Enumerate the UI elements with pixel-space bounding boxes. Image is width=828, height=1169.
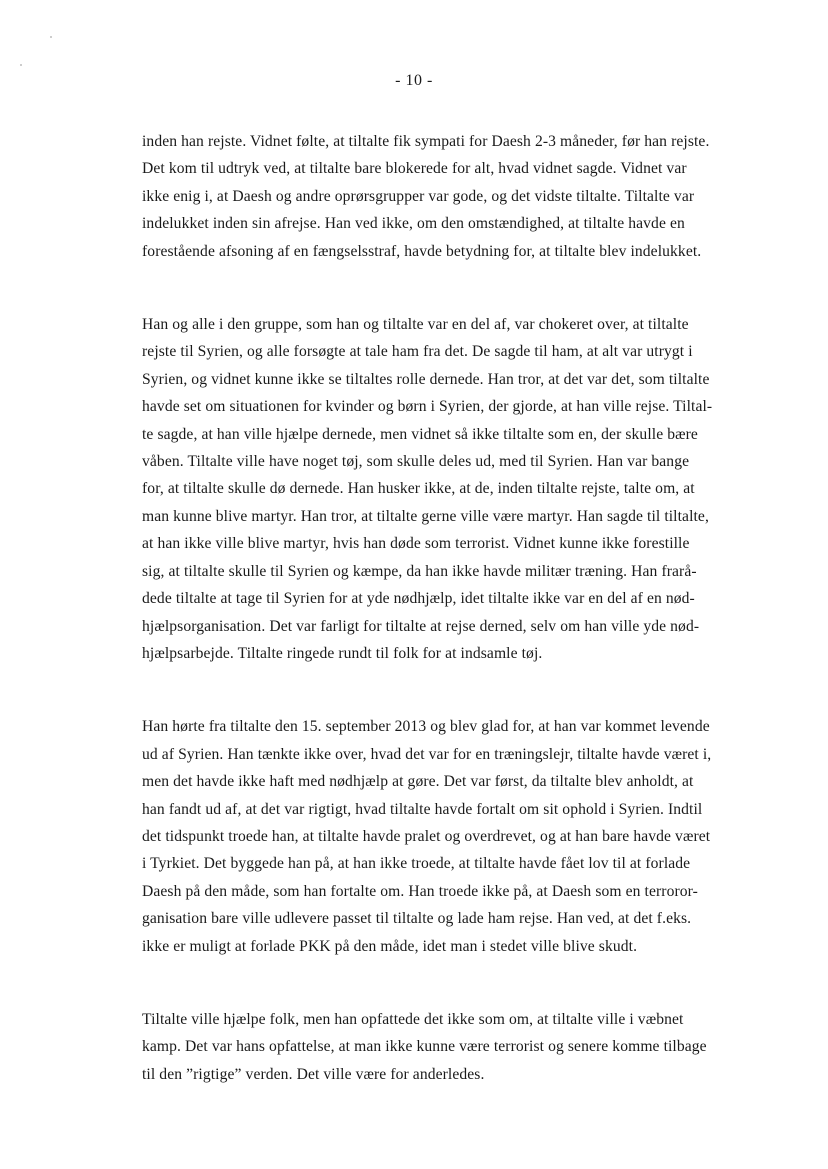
text-line: hjælpsorganisation. Det var farligt for tiltalte at rejse derned, selv om han ville yde nød- (142, 617, 700, 635)
text-line: det tidspunkt troede han, at tiltalte havde pralet og overdrevet, og at han bare havde været (142, 827, 711, 845)
text-line: Syrien, og vidnet kunne ikke se tiltaltes rolle dernede. Han tror, at det var det, som tiltalte (142, 370, 710, 388)
text-line: sig, at tiltalte skulle til Syrien og kæmpe, da han ikke havde militær træning. Han frarå- (142, 562, 697, 580)
text-line: men det havde ikke haft med nødhjælp at gøre. Det var først, da tiltalte blev anholdt, at (142, 773, 694, 791)
text-line: te sagde, at han ville hjælpe dernede, men vidnet så ikke tiltalte som en, der skulle bære (142, 425, 698, 443)
text-line: havde set om situationen for kvinder og børn i Syrien, der gjorde, at han ville rejse. Tiltal- (142, 398, 713, 416)
text-line: rejste til Syrien, og alle forsøgte at tale ham fra det. De sagde til ham, at alt var utrygt i (142, 343, 693, 361)
text-line: ganisation bare ville udlevere passet til tiltalte og lade ham rejse. Han ved, at det f.eks. (142, 910, 692, 928)
scan-artifact (50, 36, 52, 38)
page-number: - 10 - (395, 72, 433, 89)
text-line: inden han rejste. Vidnet følte, at tiltalte fik sympati for Daesh 2-3 måneder, før han rejste. (142, 133, 710, 150)
scan-artifact (20, 64, 22, 66)
text-line: dede tiltalte at tage til Syrien for at yde nødhjælp, idet tiltalte ikke var en del af en nød- (142, 590, 695, 608)
body-text (142, 128, 762, 1134)
text-line: man kunne blive martyr. Han tror, at tiltalte gerne ville være martyr. Han sagde til tiltalte, (142, 507, 709, 525)
text-line: Han og alle i den gruppe, som han og tiltalte var en del af, var chokeret over, at tiltalte (142, 316, 689, 334)
text-line: ikke enig i, at Daesh og andre oprørsgrupper var gode, og det vidste tiltalte. Tiltalte var (142, 187, 695, 205)
text-line: forestående afsoning af en fængselsstraf, havde betydning for, at tiltalte blev indelukket. (142, 242, 702, 260)
paragraph-2 (142, 311, 762, 667)
text-line: hjælpsarbejde. Tiltalte ringede rundt til folk for at indsamle tøj. (142, 644, 543, 662)
text-line: Han hørte fra tiltalte den 15. september 2013 og blev glad for, at han var kommet levende (142, 718, 710, 736)
text-line: kamp. Det var hans opfattelse, at man ikke kunne være terrorist og senere komme tilbage (142, 1038, 707, 1056)
text-line: for, at tiltalte skulle dø dernede. Han husker ikke, at de, inden tiltalte rejste, talte om, at (142, 480, 695, 498)
paragraph-1 (142, 128, 762, 265)
text-line: våben. Tiltalte ville have noget tøj, som skulle deles ud, med til Syrien. Han var bange (142, 453, 690, 471)
paragraph-4 (142, 1006, 762, 1088)
text-line: til den ”rigtige” verden. Det ville være for anderledes. (142, 1065, 485, 1083)
text-line: han fandt ud af, at det var rigtigt, hvad tiltalte havde fortalt om sit ophold i Syrien. Indtil (142, 800, 703, 818)
text-line: Daesh på den måde, som han fortalte om. Han troede ikke på, at Daesh som en terroror- (142, 882, 698, 900)
text-line: Det kom til udtryk ved, at tiltalte bare blokerede for alt, hvad vidnet sagde. Vidnet var (142, 160, 687, 178)
text-line: ud af Syrien. Han tænkte ikke over, hvad det var for en træningslejr, tiltalte havde været i, (142, 745, 712, 763)
text-line: ikke er muligt at forlade PKK på den måde, idet man i stedet ville blive skudt. (142, 937, 638, 955)
text-line: Tiltalte ville hjælpe folk, men han opfattede det ikke som om, at tiltalte ville i væbnet (142, 1010, 684, 1028)
paragraph-3 (142, 713, 762, 960)
text-line: indelukket inden sin afrejse. Han ved ikke, om den omstændighed, at tiltalte havde en (142, 215, 685, 233)
text-line: at han ikke ville blive martyr, hvis han døde som terrorist. Vidnet kunne ikke forestille (142, 535, 690, 553)
text-line: i Tyrkiet. Det byggede han på, at han ikke troede, at tiltalte havde fået lov til at forlade (142, 855, 691, 873)
